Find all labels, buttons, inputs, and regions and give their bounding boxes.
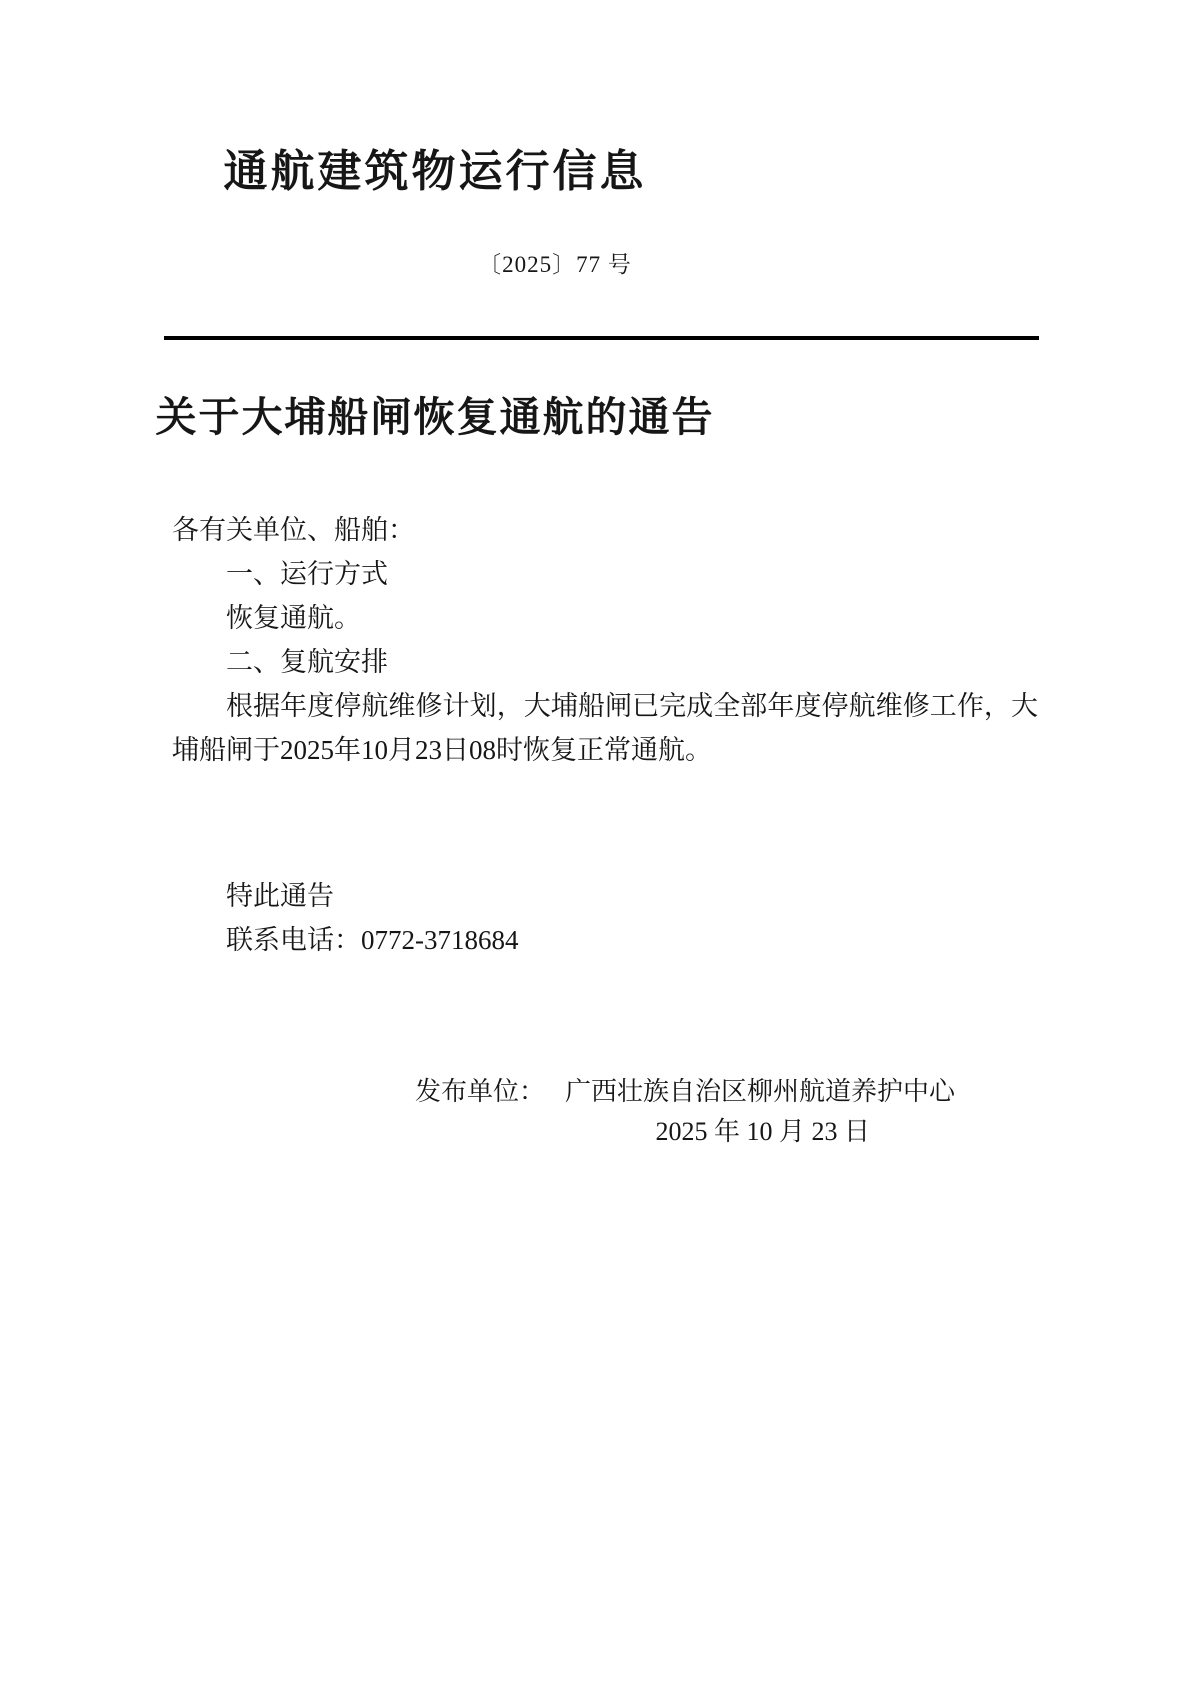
salutation: 各有关单位、船舶： bbox=[172, 514, 415, 545]
publisher-label: 发布单位： bbox=[414, 1076, 545, 1106]
document-number: 〔2025〕77 号 bbox=[478, 251, 632, 277]
publisher-line bbox=[0, 1072, 1199, 1112]
publisher-name: 广西壮族自治区柳州航道养护中心 bbox=[564, 1076, 955, 1106]
notice-body bbox=[172, 508, 1038, 962]
closing-statement: 特此通告 bbox=[226, 880, 334, 911]
document-title: 通航建筑物运行信息 bbox=[223, 147, 647, 196]
section2-body: 根据年度停航维修计划，大埔船闸已完成全部年度停航维修工作，大埔船闸于2025年10月23日08时恢复正常通航。 bbox=[172, 690, 1038, 765]
section2-title: 二、复航安排 bbox=[226, 646, 388, 677]
section1-title: 一、运行方式 bbox=[226, 558, 388, 589]
section1-body: 恢复通航。 bbox=[226, 602, 361, 633]
notice-heading: 关于大埔船闸恢复通航的通告 bbox=[155, 393, 715, 440]
contact-phone: 联系电话：0772-3718684 bbox=[226, 924, 519, 955]
publisher-block bbox=[0, 1072, 1199, 1152]
title-divider bbox=[164, 336, 1039, 340]
publish-date: 2025 年 10 月 23 日 bbox=[655, 1116, 870, 1146]
